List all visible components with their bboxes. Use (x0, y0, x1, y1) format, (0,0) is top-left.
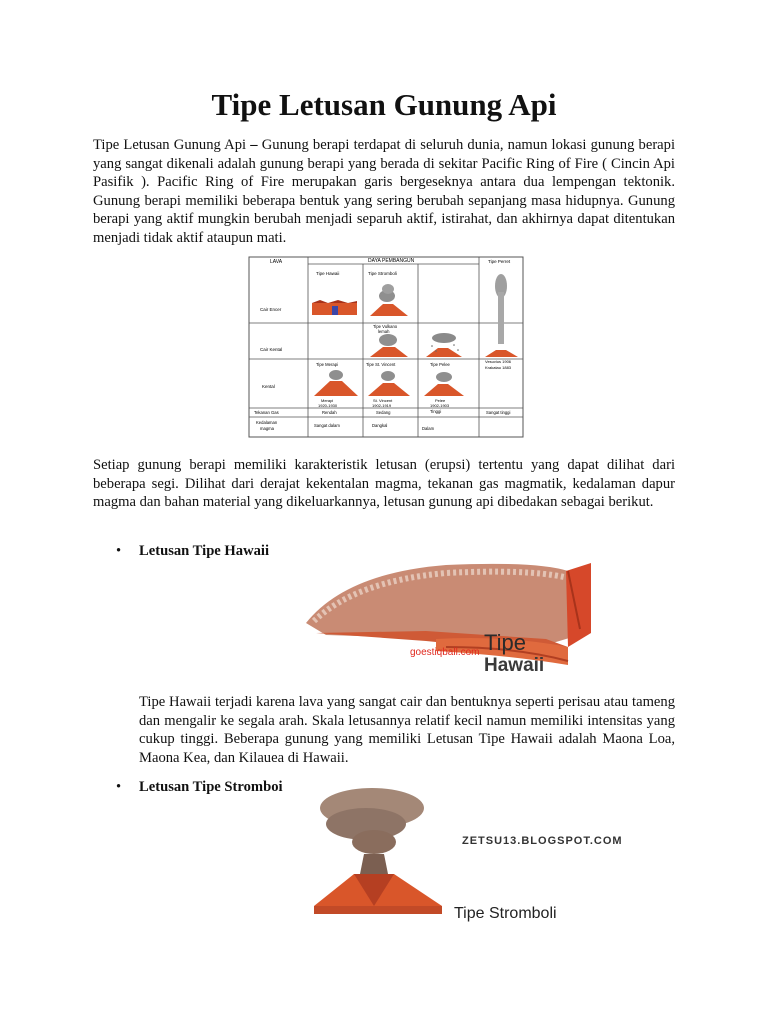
stromboli-illustration (314, 784, 644, 930)
fig-st-vincent: St. Vincent (373, 398, 393, 403)
fig-tipe-stromboli: Tipe Stromboli (368, 271, 397, 276)
fig-daya-label: DAYA PEMBANGUN (368, 258, 415, 264)
fig-st-vincent-years: 1902-1919 (372, 403, 392, 408)
hawaii-volcano-drawing (306, 543, 596, 679)
fig-tipe-perret: Tipe Perret (488, 259, 511, 264)
hawaii-watermark: goestiqball.com (410, 647, 480, 658)
fig-pelee-years: 1902-1903 (430, 403, 450, 408)
intro-lead: Tipe Letusan Gunung Api (93, 137, 247, 153)
fig-lemah: lemah (378, 329, 390, 334)
hawaii-caption-2: Hawaii (484, 655, 545, 676)
stromboli-caption: Tipe Stromboli (454, 905, 557, 922)
bullet-hawaii-label: Letusan Tipe Hawaii (139, 543, 270, 559)
fig-kedalaman: Kedalaman (256, 420, 278, 425)
stromboli-volcano-drawing (314, 784, 644, 930)
hawaii-paragraph: Tipe Hawaii terjadi karena lava yang sangat cair dan bentuknya seperti perisau atau tameng dan mengalir ke segala arah. Skala letusannya relatif kecil namun memiliki intensitas yang cukup tinggi. Beberapa gunung yang memiliki Letusan Tipe Hawaii adalah Maona Loa, Maona Kea, dan Kilauea di Hawaii. (139, 694, 675, 766)
fig-krakatau: Krakatau 1883 (485, 365, 512, 370)
fig-tipe-vulkano: Tipe Vulkano (373, 324, 398, 329)
fig-tinggi: Tinggi (430, 409, 442, 414)
fig-kental: Kental (262, 384, 275, 389)
fig-vesuvius: Vesuvius 1906 (485, 359, 512, 364)
fig-sangat-dalam: Sangat dalam (314, 423, 340, 428)
eruption-classification-figure (248, 256, 524, 438)
bullet-hawaii-marker: • (116, 543, 122, 559)
classification-table-svg (248, 256, 524, 438)
fig-dangkal: Dangkal (372, 423, 388, 428)
page-title: Tipe Letusan Gunung Api (211, 87, 557, 122)
fig-tekanan-gas: Tekanan Gas (254, 410, 279, 415)
fig-pelee: Pelee (435, 398, 446, 403)
bullet-stromboli-marker: • (116, 779, 122, 795)
characteristics-paragraph: Setiap gunung berapi memiliki karakteristik letusan (erupsi) tertentu yang dapat dilihat dari beberapa segi. Dilihat dari derajat kekentalan magma, tekanan gas magmatik, kedalaman dapur magma dan bahan material yang dikeluarkannya, letusan gunung api dibedakan sebagai berikut. (93, 457, 675, 511)
intro-paragraph (93, 136, 675, 248)
fig-dalam: Dalam (422, 426, 435, 431)
fig-sangat-tinggi: Sangat tinggi (486, 410, 511, 415)
intro-text: Gunung berapi terdapat di seluruh dunia, namun lokasi gunung berapi yang sangat dikenali adalah gunung berapi yang berada di sekitar Pacific Ring of Fire ( Cincin Api Pasifik ). Pacific Ring of Fire merupakan garis bergeseknya antara dua lempengan tektonik. Gunung berapi memiliki beberapa bentuk yang sering berubah sepanjang masa hidupnya. Gunung berapi yang aktif mungkin berubah menjadi separuh aktif, istirahat, dan akhirnya dapat ditentukan menjadi tidak aktif ataupun mati. (93, 137, 676, 246)
stromboli-watermark: ZETSU13.BLOGSPOT.COM (462, 835, 623, 847)
fig-tipe-st-vincent: Tipe St. Vincent (366, 362, 396, 367)
fig-merapi-years: 1920-1930 (318, 403, 338, 408)
bullet-stromboli-label: Letusan Tipe Stromboi (139, 779, 283, 795)
fig-tipe-pelee: Tipe Pelee (430, 362, 450, 367)
fig-tipe-hawaii: Tipe Hawaii (316, 271, 340, 276)
fig-sedang: Sedang (376, 410, 391, 415)
fig-lava-label: LAVA (270, 259, 283, 265)
hawaii-illustration (306, 543, 596, 679)
fig-magma: magma (260, 426, 274, 431)
hawaii-caption-1: Tipe (484, 630, 526, 655)
fig-merapi: Merapi (321, 398, 334, 403)
fig-rendah: Rendah (322, 410, 337, 415)
fig-cair-kental: Cair Kental (260, 347, 283, 352)
intro-dash: – (246, 137, 262, 153)
fig-tipe-merapi: Tipe Merapi (316, 362, 338, 367)
fig-cair-encer: Cair Encer (260, 307, 282, 312)
